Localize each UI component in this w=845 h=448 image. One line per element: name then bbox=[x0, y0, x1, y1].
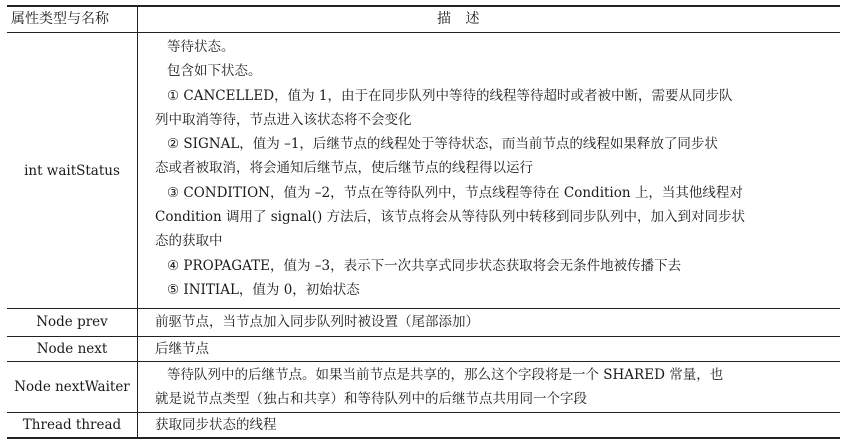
description-line: ① CANCELLED，值为 1，由于在同步队列中等待的线程等待超时或者被中断，需要从同步队 bbox=[167, 87, 733, 104]
table-bottom-rule bbox=[7, 437, 840, 439]
description-line: Condition 调用了 signal() 方法后，该节点将会从等待队列中转移到同步队列中，加入到对同步状 bbox=[155, 209, 746, 226]
description-line: 等待队列中的后继节点。如果当前节点是共享的，那么这个字段将是一个 SHARED 常量，也 bbox=[167, 367, 724, 383]
row-description bbox=[155, 35, 837, 302]
description-line: 态的获取中 bbox=[155, 233, 223, 250]
description-line: 包含如下状态。 bbox=[167, 63, 262, 80]
description-line: ⑤ INITIAL，值为 0，初始状态 bbox=[167, 281, 360, 298]
header-description: 描 述 bbox=[437, 11, 480, 27]
column-divider bbox=[137, 5, 138, 439]
attribute-table bbox=[7, 5, 840, 439]
row-name: int waitStatus bbox=[24, 163, 120, 179]
header-name: 属性类型与名称 bbox=[11, 11, 109, 27]
description-line: 后继节点 bbox=[155, 341, 209, 357]
description-line: 前驱节点，当节点加入同步队列时被设置（尾部添加） bbox=[155, 314, 479, 330]
description-line: 态或者被取消，将会通知后继节点，使后继节点的线程得以运行 bbox=[155, 160, 533, 177]
description-line: ③ CONDITION，值为 –2，节点在等待队列中，节点线程等待在 Condition 上，当其他线程对 bbox=[167, 184, 743, 201]
row-name: Node nextWaiter bbox=[14, 379, 130, 395]
row-rule bbox=[7, 308, 840, 309]
table-top-rule bbox=[7, 5, 840, 7]
description-line: ④ PROPAGATE，值为 –3，表示下一次共享式同步状态获取将会无条件地被传播下去 bbox=[167, 257, 682, 274]
row-description bbox=[155, 310, 837, 334]
description-line: ② SIGNAL，值为 –1，后继节点的线程处于等待状态，而当前节点的线程如果释放了同步状 bbox=[167, 136, 718, 153]
row-description bbox=[155, 413, 837, 437]
description-line: 就是说节点类型（独占和共享）和等待队列中的后继节点共用同一个字段 bbox=[155, 391, 587, 408]
row-name: Node prev bbox=[36, 314, 108, 330]
description-line: 获取同步状态的线程 bbox=[155, 417, 277, 433]
header-rule bbox=[7, 32, 840, 33]
row-description bbox=[155, 363, 837, 412]
description-line: 列中取消等待，节点进入该状态将不会变化 bbox=[155, 111, 412, 128]
row-description bbox=[155, 337, 837, 361]
row-name: Thread thread bbox=[22, 417, 122, 433]
row-name: Node next bbox=[36, 341, 108, 357]
description-line: 等待状态。 bbox=[167, 39, 235, 55]
